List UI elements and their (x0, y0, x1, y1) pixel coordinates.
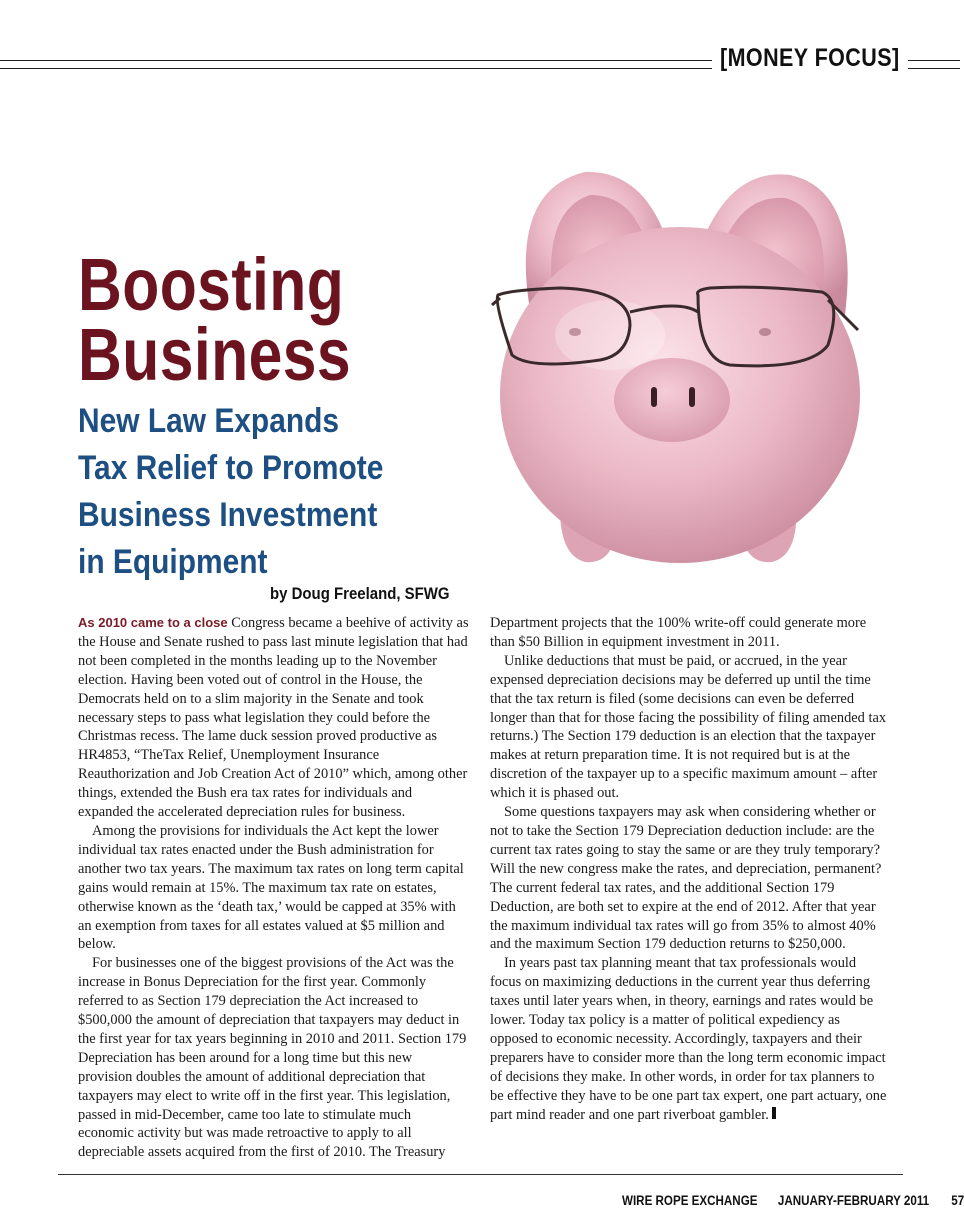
article-title (78, 243, 352, 396)
paragraph-text: In years past tax planning meant that tax professionals would focus on maximizing deductions in the current year thus deferring taxes until later years when, in theory, earnings and rates would be lower. Today tax policy is a matter of political expediency as opposed to economic necessity. Accordingly, taxpayers and their preparers have to consider more than the long term economic impact of decisions they make. In other words, in order for tax planners to be effective they have to be one part tax expert, one part actuary, one part mind reader and one part riverboat gambler. (490, 955, 887, 1123)
pig-eye (569, 328, 581, 336)
pig-eye (759, 328, 771, 336)
article-subtitle (78, 398, 383, 586)
article-subtitle-line: Tax Relief to Promote (78, 449, 384, 487)
page-number: 57 (951, 1193, 964, 1208)
article-paragraph: For businesses one of the biggest provisions of the Act was the increase in Bonus Depreciation for the first year. Commonly referred to as Section 179 depreciation the Act increased to $500,000 the amount of depreciation that taxpayers may deduct in the first year for tax years beginning in 2010 and 2011. Section 179 Depreciation has been around for a long time but this new provision doubles the amount of additional depreciation that taxpayers may elect to write off in the first year. This legislation, passed in mid-December, came too late to stimulate much economic activity but was made retroactive to apply to all depreciable assets acquired from the first of 2010. The Treasury (78, 955, 467, 1161)
page-footer (622, 1193, 964, 1208)
article-paragraph: Some questions taxpayers may ask when considering whether or not to take the Section 179 Depreciation deduction include: are the current tax rates going to stay the same or are they truly temporary? Will the new congress make the rates, and depreciation, permanent? The current federal tax rates, and the additional Section 179 Deduction, are both set to expire at the end of 2012. After that year the maximum individual tax rates will go from 35% to almost 40% and the maximum Section 179 deduction returns to $250,000. (490, 804, 882, 953)
header-rule-left (0, 60, 712, 69)
article-column-left (78, 614, 470, 1162)
byline: by Doug Freeland, SFWG (270, 584, 450, 603)
lead-in: As 2010 came to a close (78, 615, 228, 630)
section-label: [MONEY FOCUS] (720, 44, 900, 72)
article-paragraph: Department projects that the 100% write-off could generate more than $50 Billion in equipment investment in 2011. (490, 615, 867, 650)
article-column-right (490, 614, 890, 1124)
article-paragraph (490, 954, 890, 1124)
pig-snout (614, 358, 730, 442)
footer-rule (58, 1174, 903, 1175)
article-paragraph: Among the provisions for individuals the Act kept the lower individual tax rates enacted under the Bush administration for another two tax years. The maximum tax rates on long term capital gains would remain at 15%. The maximum tax rate on estates, otherwise known as the ‘death tax,’ would be capped at 35% with an exemption from taxes for all estates valued at $5 million and below. (78, 822, 464, 953)
pig-nostril (651, 387, 657, 407)
end-of-article-mark (772, 1107, 776, 1119)
article-paragraph: Unlike deductions that must be paid, or accrued, in the year expensed depreciation decisions may be deferred up until the time that the tax return is filed (some decisions can even be deferred longer than that for those facing the possibility of filing amended tax returns.) The Section 179 deduction is an election that the taxpayer makes at return preparation time. It is not required but is at the discretion of the taxpayer up to a specific maximum amount – after which it is phased out. (490, 652, 887, 802)
article-subtitle-line: in Equipment (78, 543, 268, 581)
article-subtitle-line: New Law Expands (78, 402, 340, 440)
article-title-line: Boosting (78, 243, 345, 326)
header-rule-right (908, 60, 960, 69)
issue-date: JANUARY-FEBRUARY 2011 (777, 1193, 930, 1208)
article-subtitle-line: Business Investment (78, 496, 378, 534)
publication-name: WIRE ROPE EXCHANGE (622, 1193, 758, 1208)
paragraph-text: Congress became a beehive of activity as the House and Senate rushed to pass last minute legislation that had not been completed in the months leading up to the November election. Having been voted out of control in the House, the Democrats held on to a slim majority in the Senate and took necessary steps to pass what legislation they could before the Christmas recess. The lame duck session proved productive as HR4853, “TheTax Relief, Unemployment Insurance Reauthorization and Job Creation Act of 2010” which, among other things, extended the Bush era tax rates for individuals and expanded the accelerated depreciation rules for business. (78, 615, 469, 821)
article-paragraph (78, 614, 470, 822)
piggy-bank-illustration (490, 160, 870, 580)
article-title-line: Business (78, 313, 352, 396)
pig-nostril (689, 387, 695, 407)
